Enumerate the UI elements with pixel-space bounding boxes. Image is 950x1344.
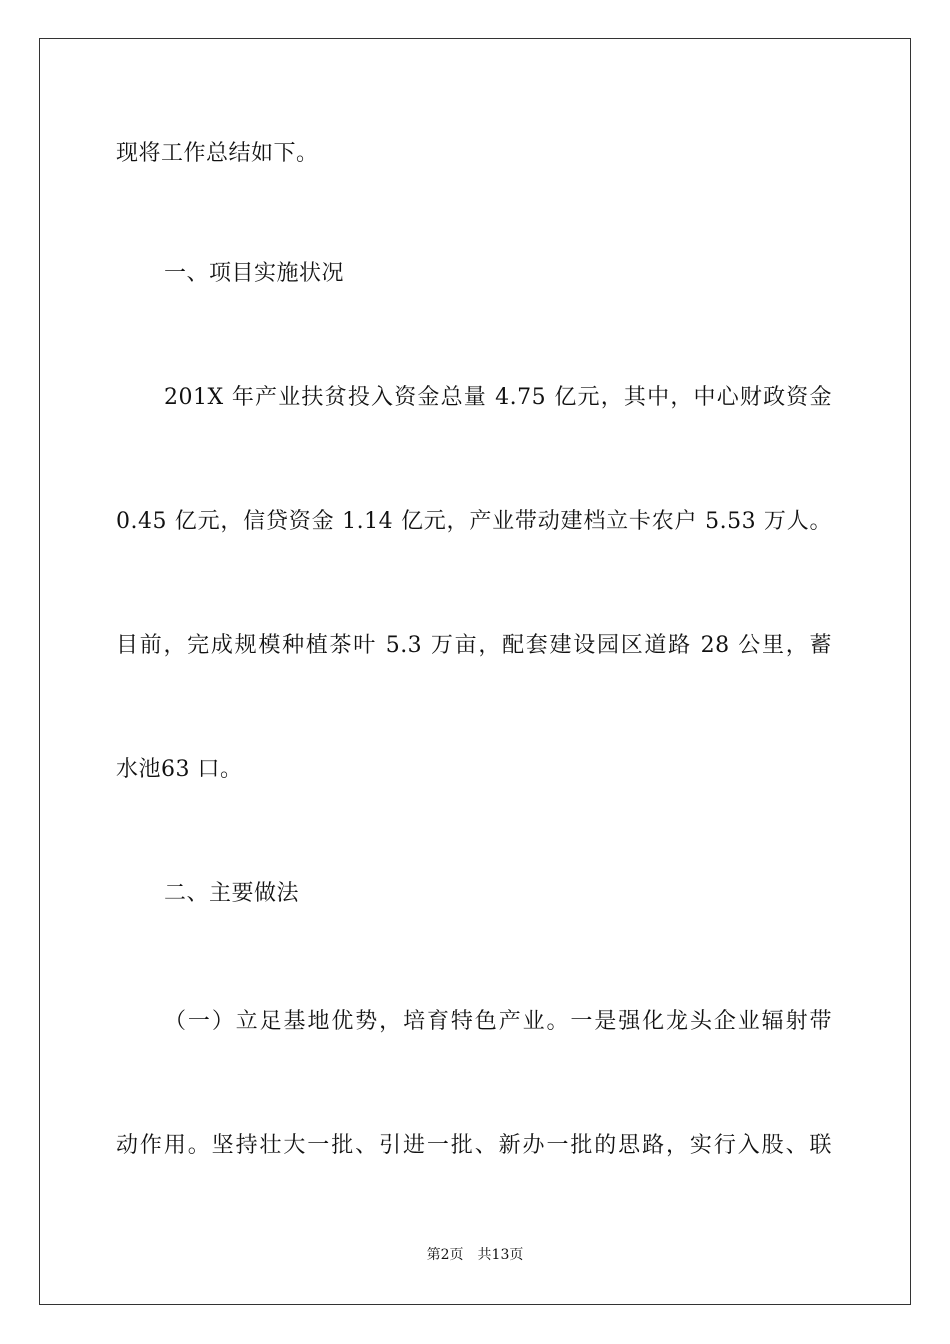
paragraph-line-8: （一）立足基地优势，培育特色产业。一是强化龙头企业辐射带 — [164, 1009, 832, 1034]
page-border — [39, 38, 911, 1305]
paragraph-line-9: 动作用。坚持壮大一批、引进一批、新办一批的思路，实行入股、联 — [116, 1133, 832, 1158]
paragraph-line-1: 现将工作总结如下。 — [116, 141, 319, 166]
page-number-current: 第2页 — [426, 1247, 464, 1263]
paragraph-line-3: 201X 年产业扶贫投入资金总量 4.75 亿元，其中，中心财政资金 — [164, 385, 832, 410]
page-number-total: 共13页 — [477, 1247, 524, 1263]
page-footer — [0, 1246, 950, 1264]
paragraph-line-5: 目前，完成规模种植茶叶 5.3 万亩，配套建设园区道路 28 公里，蓄 — [116, 633, 832, 658]
paragraph-line-4: 0.45 亿元，信贷资金 1.14 亿元，产业带动建档立卡农户 5.53 万人。 — [116, 509, 832, 534]
section-heading-2: 二、主要做法 — [164, 881, 300, 906]
section-heading-1: 一、项目实施状况 — [164, 261, 345, 286]
paragraph-line-6: 水池63 口。 — [116, 757, 243, 782]
